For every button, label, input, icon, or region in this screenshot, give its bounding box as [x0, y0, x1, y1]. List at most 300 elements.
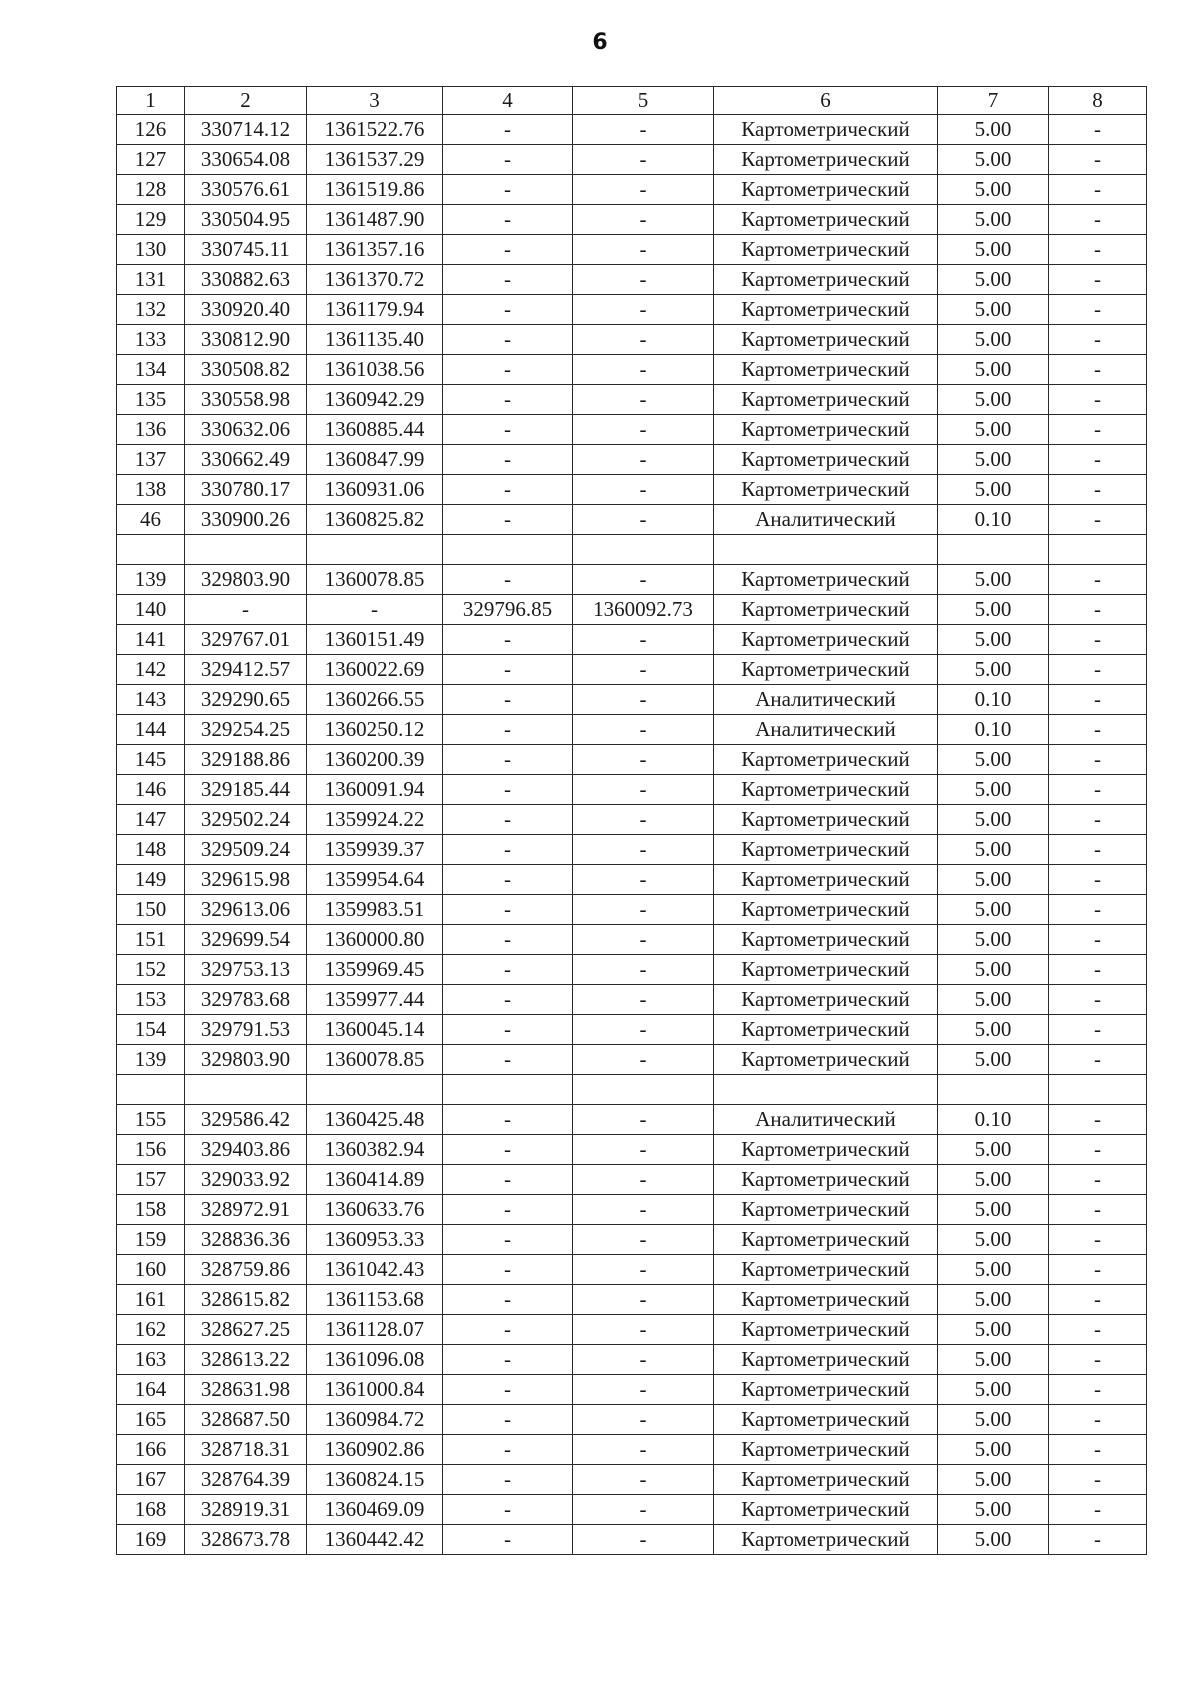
y-coordinate-cell: 1361153.68 — [307, 1285, 443, 1315]
accuracy-cell: 5.00 — [938, 1375, 1049, 1405]
table-row — [117, 895, 1147, 925]
accuracy-cell: 5.00 — [938, 1015, 1049, 1045]
description-cell: - — [1049, 355, 1147, 385]
point-number-cell: 138 — [117, 475, 185, 505]
y-coordinate-cell: 1360425.48 — [307, 1105, 443, 1135]
method-cell: Картометрический — [714, 1015, 938, 1045]
description-cell: - — [1049, 565, 1147, 595]
point-number-cell: 169 — [117, 1525, 185, 1555]
x-new-cell: - — [443, 1315, 573, 1345]
y-new-cell: - — [573, 1375, 714, 1405]
x-coordinate-cell: 330632.06 — [185, 415, 307, 445]
method-cell: Картометрический — [714, 865, 938, 895]
x-coordinate-cell: 330558.98 — [185, 385, 307, 415]
x-new-cell: - — [443, 1015, 573, 1045]
y-coordinate-cell: 1360633.76 — [307, 1195, 443, 1225]
description-cell: - — [1049, 505, 1147, 535]
description-cell: - — [1049, 1135, 1147, 1165]
x-coordinate-cell: 329753.13 — [185, 955, 307, 985]
description-cell: - — [1049, 1045, 1147, 1075]
method-cell: Картометрический — [714, 895, 938, 925]
y-coordinate-cell: 1359954.64 — [307, 865, 443, 895]
separator-row — [117, 1075, 1147, 1105]
point-number-cell: 158 — [117, 1195, 185, 1225]
x-coordinate-cell: 329403.86 — [185, 1135, 307, 1165]
table-row — [117, 685, 1147, 715]
description-cell: - — [1049, 805, 1147, 835]
table-row — [117, 655, 1147, 685]
method-cell: Картометрический — [714, 595, 938, 625]
x-new-cell: - — [443, 1195, 573, 1225]
x-coordinate-cell: 330662.49 — [185, 445, 307, 475]
y-new-cell: - — [573, 565, 714, 595]
y-new-cell: - — [573, 1405, 714, 1435]
y-coordinate-cell: 1360902.86 — [307, 1435, 443, 1465]
method-cell: Картометрический — [714, 1405, 938, 1435]
accuracy-cell: 0.10 — [938, 685, 1049, 715]
table-row — [117, 445, 1147, 475]
table-row — [117, 1135, 1147, 1165]
x-coordinate-cell: 328613.22 — [185, 1345, 307, 1375]
y-coordinate-cell: 1360250.12 — [307, 715, 443, 745]
point-number-cell: 163 — [117, 1345, 185, 1375]
x-coordinate-cell: 329783.68 — [185, 985, 307, 1015]
method-cell: Аналитический — [714, 715, 938, 745]
x-coordinate-cell: 328687.50 — [185, 1405, 307, 1435]
accuracy-cell: 5.00 — [938, 1255, 1049, 1285]
description-cell: - — [1049, 865, 1147, 895]
table-row — [117, 715, 1147, 745]
description-cell: - — [1049, 1345, 1147, 1375]
column-header: 2 — [185, 87, 307, 115]
method-cell: Картометрический — [714, 1285, 938, 1315]
description-cell: - — [1049, 835, 1147, 865]
x-new-cell: - — [443, 1255, 573, 1285]
table-row — [117, 835, 1147, 865]
x-coordinate-cell: 329254.25 — [185, 715, 307, 745]
y-new-cell: - — [573, 775, 714, 805]
description-cell: - — [1049, 715, 1147, 745]
table-row — [117, 505, 1147, 535]
accuracy-cell: 5.00 — [938, 775, 1049, 805]
point-number-cell: 135 — [117, 385, 185, 415]
y-new-cell: 1360092.73 — [573, 595, 714, 625]
table-row — [117, 1015, 1147, 1045]
x-new-cell: - — [443, 1165, 573, 1195]
accuracy-cell: 5.00 — [938, 475, 1049, 505]
accuracy-cell: 5.00 — [938, 835, 1049, 865]
table-header-row — [117, 87, 1147, 115]
y-new-cell: - — [573, 325, 714, 355]
description-cell: - — [1049, 655, 1147, 685]
x-new-cell: 329796.85 — [443, 595, 573, 625]
y-new-cell: - — [573, 835, 714, 865]
table-row — [117, 1525, 1147, 1555]
x-coordinate-cell: 328673.78 — [185, 1525, 307, 1555]
x-new-cell: - — [443, 985, 573, 1015]
point-number-cell: 161 — [117, 1285, 185, 1315]
x-new-cell: - — [443, 295, 573, 325]
y-coordinate-cell — [307, 535, 443, 565]
table-row — [117, 115, 1147, 145]
point-number-cell: 167 — [117, 1465, 185, 1495]
description-cell: - — [1049, 115, 1147, 145]
x-coordinate-cell: 330900.26 — [185, 505, 307, 535]
x-new-cell: - — [443, 745, 573, 775]
x-coordinate-cell: 329290.65 — [185, 685, 307, 715]
y-coordinate-cell — [307, 1075, 443, 1105]
description-cell: - — [1049, 1015, 1147, 1045]
x-coordinate-cell: 329803.90 — [185, 565, 307, 595]
accuracy-cell — [938, 535, 1049, 565]
y-new-cell: - — [573, 415, 714, 445]
x-coordinate-cell: 330508.82 — [185, 355, 307, 385]
x-new-cell: - — [443, 505, 573, 535]
description-cell: - — [1049, 445, 1147, 475]
table-row — [117, 1045, 1147, 1075]
table-row — [117, 355, 1147, 385]
y-new-cell: - — [573, 985, 714, 1015]
x-new-cell: - — [443, 415, 573, 445]
table-row — [117, 1195, 1147, 1225]
accuracy-cell: 5.00 — [938, 205, 1049, 235]
point-number-cell: 146 — [117, 775, 185, 805]
y-coordinate-cell: 1360091.94 — [307, 775, 443, 805]
table-row — [117, 1285, 1147, 1315]
description-cell: - — [1049, 985, 1147, 1015]
table-row — [117, 1225, 1147, 1255]
y-new-cell: - — [573, 865, 714, 895]
table-row — [117, 805, 1147, 835]
x-new-cell: - — [443, 235, 573, 265]
method-cell: Картометрический — [714, 655, 938, 685]
x-new-cell: - — [443, 1375, 573, 1405]
accuracy-cell: 5.00 — [938, 445, 1049, 475]
description-cell: - — [1049, 955, 1147, 985]
y-coordinate-cell: 1360000.80 — [307, 925, 443, 955]
table-row — [117, 1435, 1147, 1465]
description-cell: - — [1049, 205, 1147, 235]
y-coordinate-cell: 1361522.76 — [307, 115, 443, 145]
y-new-cell: - — [573, 745, 714, 775]
accuracy-cell: 5.00 — [938, 655, 1049, 685]
y-new-cell: - — [573, 145, 714, 175]
description-cell: - — [1049, 1375, 1147, 1405]
table-body — [117, 87, 1147, 1555]
y-coordinate-cell: 1360931.06 — [307, 475, 443, 505]
table-row — [117, 595, 1147, 625]
y-coordinate-cell: 1360078.85 — [307, 1045, 443, 1075]
point-number-cell: 145 — [117, 745, 185, 775]
point-number-cell: 141 — [117, 625, 185, 655]
x-coordinate-cell — [185, 535, 307, 565]
x-new-cell: - — [443, 175, 573, 205]
accuracy-cell: 5.00 — [938, 745, 1049, 775]
page-number: 6 — [592, 30, 608, 55]
y-new-cell: - — [573, 925, 714, 955]
method-cell: Картометрический — [714, 955, 938, 985]
description-cell: - — [1049, 685, 1147, 715]
y-new-cell: - — [573, 1105, 714, 1135]
description-cell: - — [1049, 775, 1147, 805]
x-coordinate-cell: 329791.53 — [185, 1015, 307, 1045]
x-new-cell: - — [443, 925, 573, 955]
x-coordinate-cell: 329188.86 — [185, 745, 307, 775]
method-cell: Картометрический — [714, 415, 938, 445]
accuracy-cell: 0.10 — [938, 1105, 1049, 1135]
accuracy-cell: 5.00 — [938, 1165, 1049, 1195]
column-header: 7 — [938, 87, 1049, 115]
x-coordinate-cell: 330654.08 — [185, 145, 307, 175]
table-row — [117, 1405, 1147, 1435]
x-coordinate-cell: 328718.31 — [185, 1435, 307, 1465]
x-new-cell: - — [443, 625, 573, 655]
y-new-cell: - — [573, 235, 714, 265]
table-row — [117, 985, 1147, 1015]
x-new-cell: - — [443, 655, 573, 685]
point-number-cell: 139 — [117, 1045, 185, 1075]
accuracy-cell: 5.00 — [938, 415, 1049, 445]
x-coordinate-cell: 328764.39 — [185, 1465, 307, 1495]
y-new-cell: - — [573, 1255, 714, 1285]
description-cell: - — [1049, 295, 1147, 325]
method-cell: Картометрический — [714, 115, 938, 145]
method-cell: Картометрический — [714, 175, 938, 205]
y-coordinate-cell: 1361000.84 — [307, 1375, 443, 1405]
accuracy-cell: 5.00 — [938, 1045, 1049, 1075]
y-new-cell: - — [573, 1135, 714, 1165]
point-number-cell: 132 — [117, 295, 185, 325]
accuracy-cell: 5.00 — [938, 325, 1049, 355]
method-cell: Картометрический — [714, 1465, 938, 1495]
y-new-cell: - — [573, 655, 714, 685]
point-number-cell: 154 — [117, 1015, 185, 1045]
y-new-cell — [573, 535, 714, 565]
x-new-cell: - — [443, 895, 573, 925]
method-cell: Картометрический — [714, 385, 938, 415]
accuracy-cell: 5.00 — [938, 805, 1049, 835]
y-coordinate-cell: 1360953.33 — [307, 1225, 443, 1255]
x-new-cell: - — [443, 835, 573, 865]
point-number-cell: 152 — [117, 955, 185, 985]
point-number-cell: 149 — [117, 865, 185, 895]
description-cell — [1049, 1075, 1147, 1105]
point-number-cell: 129 — [117, 205, 185, 235]
y-new-cell: - — [573, 355, 714, 385]
y-coordinate-cell: 1361370.72 — [307, 265, 443, 295]
point-number-cell: 156 — [117, 1135, 185, 1165]
description-cell: - — [1049, 1225, 1147, 1255]
x-coordinate-cell: 328615.82 — [185, 1285, 307, 1315]
x-coordinate-cell — [185, 1075, 307, 1105]
separator-row — [117, 535, 1147, 565]
point-number-cell: 127 — [117, 145, 185, 175]
table-row — [117, 625, 1147, 655]
method-cell: Картометрический — [714, 295, 938, 325]
y-new-cell: - — [573, 265, 714, 295]
table-row — [117, 1495, 1147, 1525]
method-cell: Картометрический — [714, 1375, 938, 1405]
y-new-cell: - — [573, 1525, 714, 1555]
accuracy-cell: 5.00 — [938, 985, 1049, 1015]
x-new-cell: - — [443, 865, 573, 895]
x-new-cell: - — [443, 1405, 573, 1435]
table-row — [117, 565, 1147, 595]
x-new-cell: - — [443, 1285, 573, 1315]
y-coordinate-cell: 1361128.07 — [307, 1315, 443, 1345]
y-coordinate-cell: 1359969.45 — [307, 955, 443, 985]
y-coordinate-cell: 1360442.42 — [307, 1525, 443, 1555]
y-coordinate-cell: - — [307, 595, 443, 625]
x-coordinate-cell: 330920.40 — [185, 295, 307, 325]
x-new-cell: - — [443, 1045, 573, 1075]
point-number-cell: 137 — [117, 445, 185, 475]
x-coordinate-cell: 329699.54 — [185, 925, 307, 955]
x-new-cell: - — [443, 1495, 573, 1525]
description-cell: - — [1049, 1255, 1147, 1285]
accuracy-cell: 5.00 — [938, 115, 1049, 145]
y-coordinate-cell: 1360847.99 — [307, 445, 443, 475]
point-number-cell: 139 — [117, 565, 185, 595]
x-new-cell: - — [443, 325, 573, 355]
y-coordinate-cell: 1360942.29 — [307, 385, 443, 415]
y-coordinate-cell: 1359977.44 — [307, 985, 443, 1015]
column-header: 4 — [443, 87, 573, 115]
method-cell: Картометрический — [714, 835, 938, 865]
y-coordinate-cell: 1361135.40 — [307, 325, 443, 355]
description-cell: - — [1049, 1165, 1147, 1195]
accuracy-cell: 5.00 — [938, 175, 1049, 205]
method-cell: Картометрический — [714, 1495, 938, 1525]
x-coordinate-cell: 329586.42 — [185, 1105, 307, 1135]
point-number-cell: 166 — [117, 1435, 185, 1465]
method-cell — [714, 1075, 938, 1105]
column-header: 8 — [1049, 87, 1147, 115]
x-new-cell: - — [443, 715, 573, 745]
x-coordinate-cell: 330882.63 — [185, 265, 307, 295]
accuracy-cell: 5.00 — [938, 565, 1049, 595]
accuracy-cell: 5.00 — [938, 385, 1049, 415]
y-new-cell: - — [573, 805, 714, 835]
y-new-cell: - — [573, 955, 714, 985]
point-number-cell: 144 — [117, 715, 185, 745]
table-row — [117, 775, 1147, 805]
y-new-cell: - — [573, 1285, 714, 1315]
y-new-cell: - — [573, 475, 714, 505]
y-new-cell: - — [573, 1345, 714, 1375]
y-coordinate-cell: 1360825.82 — [307, 505, 443, 535]
accuracy-cell: 5.00 — [938, 1435, 1049, 1465]
x-new-cell: - — [443, 355, 573, 385]
x-coordinate-cell: 329502.24 — [185, 805, 307, 835]
description-cell: - — [1049, 745, 1147, 775]
x-new-cell: - — [443, 205, 573, 235]
column-header: 1 — [117, 87, 185, 115]
accuracy-cell: 5.00 — [938, 865, 1049, 895]
y-new-cell: - — [573, 1165, 714, 1195]
accuracy-cell: 5.00 — [938, 265, 1049, 295]
table-row — [117, 145, 1147, 175]
x-coordinate-cell: 328836.36 — [185, 1225, 307, 1255]
x-coordinate-cell: 328972.91 — [185, 1195, 307, 1225]
point-number-cell: 126 — [117, 115, 185, 145]
y-coordinate-cell: 1360382.94 — [307, 1135, 443, 1165]
x-coordinate-cell: 328631.98 — [185, 1375, 307, 1405]
table-row — [117, 415, 1147, 445]
method-cell: Картометрический — [714, 325, 938, 355]
y-coordinate-cell: 1360984.72 — [307, 1405, 443, 1435]
x-coordinate-cell: 329767.01 — [185, 625, 307, 655]
point-number-cell: 165 — [117, 1405, 185, 1435]
point-number-cell: 150 — [117, 895, 185, 925]
x-new-cell: - — [443, 445, 573, 475]
description-cell: - — [1049, 145, 1147, 175]
x-new-cell: - — [443, 1465, 573, 1495]
description-cell: - — [1049, 925, 1147, 955]
x-new-cell — [443, 535, 573, 565]
y-new-cell: - — [573, 625, 714, 655]
y-new-cell: - — [573, 1045, 714, 1075]
method-cell: Аналитический — [714, 685, 938, 715]
point-number-cell — [117, 1075, 185, 1105]
table-row — [117, 1315, 1147, 1345]
table-row — [117, 925, 1147, 955]
x-new-cell: - — [443, 955, 573, 985]
description-cell: - — [1049, 625, 1147, 655]
accuracy-cell: 0.10 — [938, 505, 1049, 535]
method-cell: Картометрический — [714, 445, 938, 475]
x-coordinate-cell: 330504.95 — [185, 205, 307, 235]
y-new-cell: - — [573, 685, 714, 715]
accuracy-cell: 5.00 — [938, 1225, 1049, 1255]
x-new-cell: - — [443, 475, 573, 505]
x-new-cell: - — [443, 1435, 573, 1465]
y-coordinate-cell: 1359939.37 — [307, 835, 443, 865]
x-new-cell: - — [443, 385, 573, 415]
point-number-cell: 134 — [117, 355, 185, 385]
y-coordinate-cell: 1361042.43 — [307, 1255, 443, 1285]
description-cell: - — [1049, 1525, 1147, 1555]
point-number-cell: 168 — [117, 1495, 185, 1525]
x-new-cell: - — [443, 565, 573, 595]
method-cell: Картометрический — [714, 805, 938, 835]
accuracy-cell: 5.00 — [938, 1345, 1049, 1375]
x-new-cell: - — [443, 1105, 573, 1135]
column-header: 5 — [573, 87, 714, 115]
x-coordinate-cell: 328759.86 — [185, 1255, 307, 1285]
table-row — [117, 175, 1147, 205]
point-number-cell — [117, 535, 185, 565]
x-new-cell: - — [443, 265, 573, 295]
accuracy-cell: 5.00 — [938, 895, 1049, 925]
point-number-cell: 151 — [117, 925, 185, 955]
x-new-cell: - — [443, 1525, 573, 1555]
y-coordinate-cell: 1361179.94 — [307, 295, 443, 325]
accuracy-cell: 5.00 — [938, 1285, 1049, 1315]
description-cell: - — [1049, 385, 1147, 415]
x-coordinate-cell: 329615.98 — [185, 865, 307, 895]
x-new-cell: - — [443, 1225, 573, 1255]
description-cell: - — [1049, 1195, 1147, 1225]
accuracy-cell: 0.10 — [938, 715, 1049, 745]
method-cell: Картометрический — [714, 1045, 938, 1075]
description-cell: - — [1049, 235, 1147, 265]
method-cell: Картометрический — [714, 1195, 938, 1225]
method-cell: Картометрический — [714, 745, 938, 775]
x-coordinate-cell: 329803.90 — [185, 1045, 307, 1075]
method-cell: Картометрический — [714, 265, 938, 295]
y-new-cell: - — [573, 1435, 714, 1465]
